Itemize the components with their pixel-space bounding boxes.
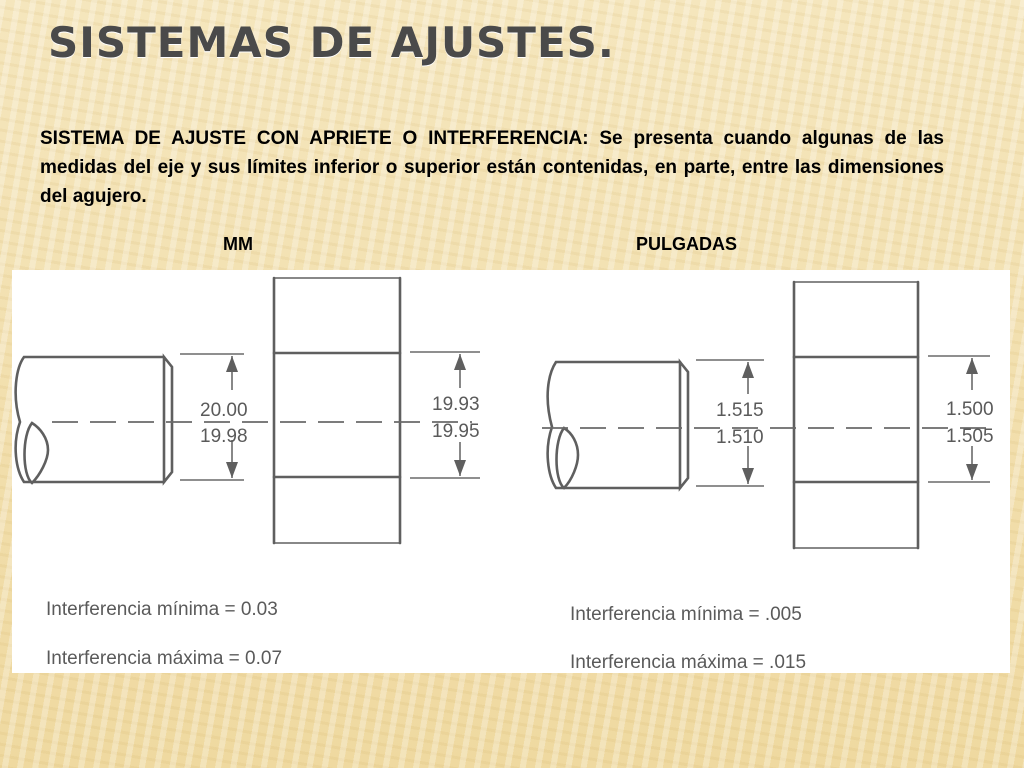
hole-lower-mm: 19.95 (432, 421, 480, 442)
hole-block-pulgadas (794, 282, 918, 548)
shaft-upper-pulgadas: 1.515 (716, 400, 764, 421)
min-interference-mm: Interferencia mínima = 0.03 (46, 599, 278, 620)
shaft-mm (16, 357, 172, 483)
label-pulgadas: PULGADAS (636, 234, 738, 254)
shaft-pulgadas (548, 362, 688, 488)
intro-paragraph: SISTEMA DE AJUSTE CON APRIETE O INTERFERENCIA: Se presenta cuando algunas de las medidas del eje y sus límites inferior o superior están contenidas, en parte, entre las dimensiones del agujero. (40, 128, 944, 207)
min-interference-pulgadas: Interferencia mínima = .005 (570, 604, 802, 625)
max-interference-mm: Interferencia máxima = 0.07 (46, 648, 283, 669)
diagram-pulgadas (542, 282, 996, 673)
shaft-dimension-pulgadas (696, 360, 764, 486)
hole-lower-pulgadas: 1.505 (946, 426, 994, 447)
max-interference-pulgadas: Interferencia máxima = .015 (570, 652, 807, 673)
label-mm: MM (223, 234, 253, 254)
diagram-mm (16, 278, 480, 669)
fit-diagrams (12, 270, 1010, 673)
slide-title: SISTEMAS DE AJUSTES. (48, 18, 615, 67)
shaft-lower-pulgadas: 1.510 (716, 427, 764, 448)
hole-block-mm (274, 278, 400, 543)
hole-upper-mm: 19.93 (432, 394, 480, 415)
interference-fit-figure (12, 270, 1010, 673)
hole-dimension-mm (410, 352, 480, 478)
shaft-upper-mm: 20.00 (200, 400, 248, 421)
hole-upper-pulgadas: 1.500 (946, 399, 994, 420)
shaft-lower-mm: 19.98 (200, 426, 248, 447)
